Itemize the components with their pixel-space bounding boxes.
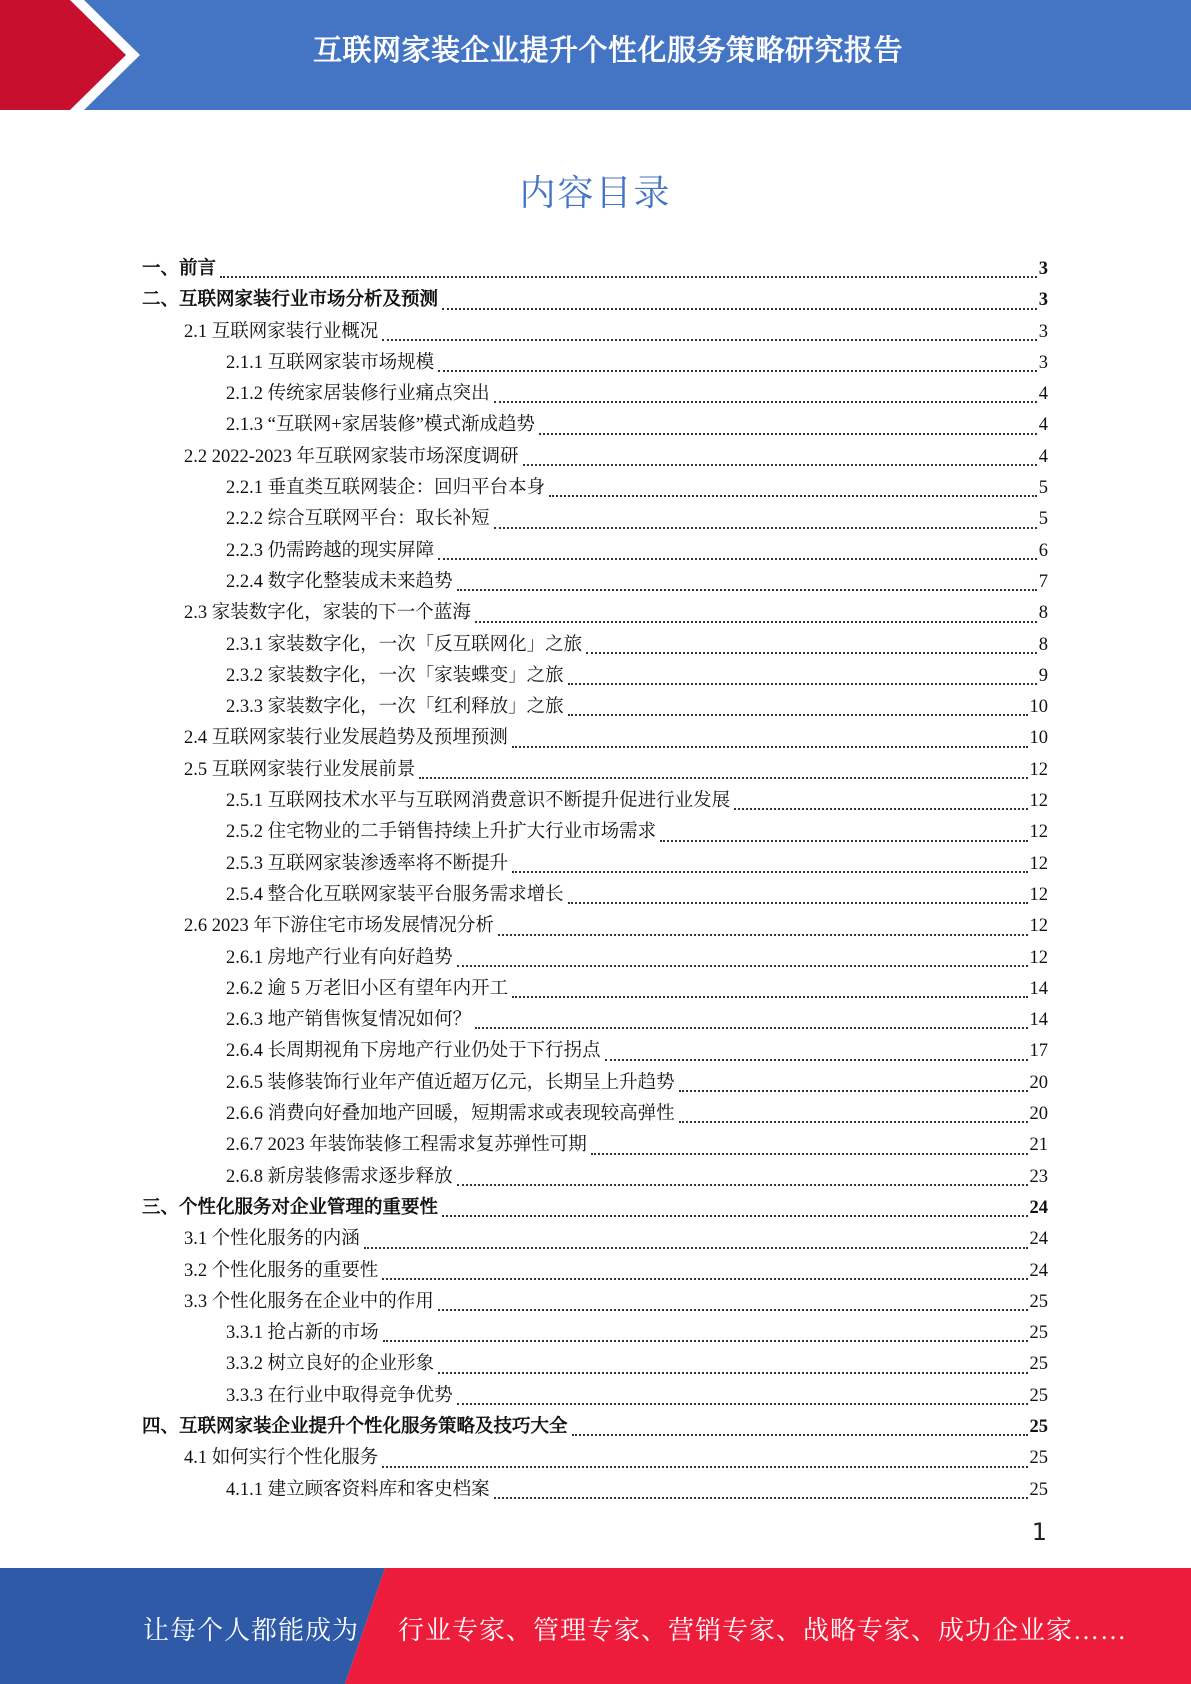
toc-entry-title: 2.6.4 长周期视角下房地产行业仍处于下行拐点 — [226, 1041, 601, 1062]
toc-entry-title: 2.6.6 消费向好叠加地产回暖，短期需求或表现较高弹性 — [226, 1104, 675, 1125]
toc-dot-leader — [494, 1497, 1028, 1499]
toc-entry[interactable] — [142, 817, 1048, 848]
toc-entry-title: 2.1.1 互联网家装市场规模 — [226, 352, 435, 373]
toc-dot-leader — [220, 276, 1037, 278]
report-title: 互联网家装企业提升个性化服务策略研究报告 — [312, 33, 903, 67]
toc-entry[interactable] — [142, 1099, 1048, 1130]
toc-dot-leader — [539, 433, 1037, 435]
toc-dot-leader — [419, 777, 1027, 779]
toc-entry[interactable] — [142, 1349, 1048, 1380]
toc-entry-page: 3 — [1038, 321, 1048, 342]
toc-entry-title: 2.6.7 2023 年装饰装修工程需求复苏弹性可期 — [226, 1135, 587, 1156]
toc-entry-page: 5 — [1038, 478, 1048, 499]
toc-entry-title: 2.1.3 “互联网+家居装修”模式渐成趋势 — [226, 415, 535, 436]
toc-dot-leader — [382, 1278, 1027, 1280]
toc-dot-leader — [457, 965, 1028, 967]
toc-entry-page: 5 — [1038, 509, 1048, 530]
toc-entry[interactable] — [142, 536, 1048, 567]
toc-entry-page: 20 — [1029, 1104, 1048, 1125]
toc-dot-leader — [568, 902, 1028, 904]
toc-entry[interactable] — [142, 379, 1048, 410]
toc-entry[interactable] — [142, 598, 1048, 629]
toc-entry-page: 12 — [1029, 791, 1048, 812]
toc-entry[interactable] — [142, 254, 1048, 285]
toc-entry-title: 2.6 2023 年下游住宅市场发展情况分析 — [184, 916, 494, 937]
toc-dot-leader — [523, 464, 1037, 466]
toc-entry-page: 3 — [1038, 290, 1048, 311]
toc-dot-leader — [364, 1247, 1028, 1249]
toc-entry[interactable] — [142, 786, 1048, 817]
footer-slogan-right: 行业专家、管理专家、营销专家、战略专家、成功企业家…… — [398, 1616, 1128, 1645]
toc-dot-leader — [383, 1340, 1028, 1342]
toc-entry-title: 四、互联网家装企业提升个性化服务策略及技巧大全 — [142, 1416, 568, 1437]
toc-entry-page: 25 — [1029, 1291, 1048, 1312]
toc-entry-title: 3.1 个性化服务的内涵 — [184, 1229, 360, 1250]
toc-entry-page: 25 — [1029, 1416, 1048, 1437]
footer-slogan-left: 让每个人都能成为 — [143, 1616, 360, 1645]
toc-dot-leader — [679, 1121, 1028, 1123]
toc-entry-title: 2.2.4 数字化整装成未来趋势 — [226, 571, 453, 592]
table-of-contents — [142, 254, 1048, 1506]
toc-entry-title: 3.3.3 在行业中取得竞争优势 — [226, 1385, 453, 1406]
toc-entry-page: 12 — [1029, 853, 1048, 874]
toc-dot-leader — [438, 370, 1037, 372]
toc-entry-title: 2.6.8 新房装修需求逐步释放 — [226, 1166, 453, 1187]
toc-entry-title: 2.5.1 互联网技术水平与互联网消费意识不断提升促进行业发展 — [226, 791, 731, 812]
toc-entry-title: 3.3.1 抢占新的市场 — [226, 1323, 379, 1344]
toc-entry[interactable] — [142, 1381, 1048, 1412]
toc-entry-page: 6 — [1038, 540, 1048, 561]
toc-entry-title: 4.1.1 建立顾客资料库和客史档案 — [226, 1479, 490, 1500]
toc-entry-title: 3.2 个性化服务的重要性 — [184, 1260, 379, 1281]
page-number: 1 — [1031, 1518, 1047, 1546]
toc-entry[interactable] — [142, 1287, 1048, 1318]
toc-entry-page: 25 — [1029, 1354, 1048, 1375]
toc-entry-title: 2.5 互联网家装行业发展前景 — [184, 759, 416, 780]
toc-dot-leader — [512, 996, 1027, 998]
toc-entry-title: 2.2.1 垂直类互联网装企：回归平台本身 — [226, 478, 546, 499]
toc-entry-title: 2.5.4 整合化互联网家装平台服务需求增长 — [226, 884, 564, 905]
toc-entry[interactable] — [142, 943, 1048, 974]
toc-dot-leader — [442, 308, 1037, 310]
toc-entry-page: 8 — [1038, 634, 1048, 655]
toc-entry-title: 一、前言 — [142, 259, 217, 279]
toc-dot-leader — [475, 1027, 1027, 1029]
toc-dot-leader — [438, 558, 1037, 560]
toc-dot-leader — [679, 1090, 1028, 1092]
toc-entry-title: 三、个性化服务对企业管理的重要性 — [142, 1197, 439, 1218]
toc-entry[interactable] — [142, 567, 1048, 598]
toc-entry-page: 25 — [1029, 1323, 1048, 1344]
toc-entry-title: 2.2.3 仍需跨越的现实屏障 — [226, 540, 435, 561]
toc-entry[interactable] — [142, 630, 1048, 661]
toc-entry[interactable] — [142, 1036, 1048, 1067]
toc-entry[interactable] — [142, 410, 1048, 441]
toc-dot-leader — [568, 683, 1037, 685]
toc-entry[interactable] — [142, 285, 1048, 316]
toc-dot-leader — [457, 1184, 1028, 1186]
toc-entry[interactable] — [142, 1412, 1048, 1443]
toc-entry-page: 10 — [1029, 728, 1048, 749]
toc-entry-title: 4.1 如何实行个性化服务 — [184, 1448, 379, 1469]
toc-dot-leader — [568, 714, 1028, 716]
toc-entry-page: 9 — [1038, 665, 1048, 686]
toc-entry[interactable] — [142, 880, 1048, 911]
toc-dot-leader — [660, 840, 1027, 842]
toc-entry[interactable] — [142, 723, 1048, 754]
toc-entry[interactable] — [142, 849, 1048, 880]
toc-entry[interactable] — [142, 1318, 1048, 1349]
toc-entry-title: 2.5.3 互联网家装渗透率将不断提升 — [226, 853, 509, 874]
footer-band — [0, 1568, 1191, 1684]
toc-entry-title: 3.3 个性化服务在企业中的作用 — [184, 1291, 434, 1312]
toc-entry-title: 2.6.3 地产销售恢复情况如何？ — [226, 1010, 472, 1031]
toc-entry-page: 12 — [1029, 822, 1048, 843]
toc-entry-title: 2.3.3 家装数字化，一次「红利释放」之旅 — [226, 697, 564, 718]
toc-entry[interactable] — [142, 348, 1048, 379]
toc-entry-page: 4 — [1038, 415, 1048, 436]
toc-entry-title: 2.3.2 家装数字化，一次「家装蝶变」之旅 — [226, 665, 564, 686]
toc-dot-leader — [605, 1059, 1028, 1061]
toc-entry[interactable] — [142, 1005, 1048, 1036]
toc-entry[interactable] — [142, 1068, 1048, 1099]
toc-dot-leader — [475, 621, 1037, 623]
toc-entry[interactable] — [142, 1193, 1048, 1224]
toc-entry-title: 2.1 互联网家装行业概况 — [184, 321, 379, 342]
toc-entry[interactable] — [142, 755, 1048, 786]
toc-entry-page: 8 — [1038, 603, 1048, 624]
toc-dot-leader — [438, 1309, 1028, 1311]
toc-entry-page: 20 — [1029, 1072, 1048, 1093]
toc-entry-page: 3 — [1038, 259, 1048, 279]
toc-entry[interactable] — [142, 473, 1048, 504]
toc-entry-page: 23 — [1029, 1166, 1048, 1187]
toc-entry[interactable] — [142, 661, 1048, 692]
toc-entry-page: 14 — [1029, 978, 1048, 999]
toc-dot-leader — [457, 1403, 1028, 1405]
toc-entry-page: 17 — [1029, 1041, 1048, 1062]
toc-entry-page: 12 — [1029, 947, 1048, 968]
toc-entry-page: 25 — [1029, 1385, 1048, 1406]
toc-entry[interactable] — [142, 504, 1048, 535]
toc-dot-leader — [494, 401, 1037, 403]
toc-dot-leader — [591, 1153, 1028, 1155]
toc-entry-page: 4 — [1038, 446, 1048, 467]
toc-dot-leader — [586, 652, 1037, 654]
toc-entry[interactable] — [142, 692, 1048, 723]
toc-entry-title: 2.5.2 住宅物业的二手销售持续上升扩大行业市场需求 — [226, 822, 657, 843]
toc-entry-title: 二、互联网家装行业市场分析及预测 — [142, 290, 439, 311]
toc-dot-leader — [512, 871, 1027, 873]
header-band — [0, 0, 1191, 110]
toc-entry[interactable] — [142, 1256, 1048, 1287]
toc-entry-page: 25 — [1029, 1479, 1048, 1500]
toc-dot-leader — [457, 589, 1037, 591]
toc-dot-leader — [382, 1466, 1027, 1468]
toc-entry-page: 25 — [1029, 1448, 1048, 1469]
toc-entry-page: 4 — [1038, 384, 1048, 405]
toc-entry-page: 12 — [1029, 916, 1048, 937]
toc-entry[interactable] — [142, 1224, 1048, 1255]
toc-dot-leader — [438, 1372, 1027, 1374]
toc-entry-title: 2.3 家装数字化，家装的下一个蓝海 — [184, 603, 471, 624]
toc-entry-page: 24 — [1029, 1260, 1048, 1281]
toc-entry-title: 2.2 2022-2023 年互联网家装市场深度调研 — [184, 446, 519, 467]
toc-entry-page: 21 — [1029, 1135, 1048, 1156]
toc-entry-page: 24 — [1029, 1229, 1048, 1250]
toc-entry-title: 2.6.1 房地产行业有向好趋势 — [226, 947, 453, 968]
toc-entry[interactable] — [142, 317, 1048, 348]
toc-entry[interactable] — [142, 1130, 1048, 1161]
toc-dot-leader — [572, 1434, 1028, 1436]
toc-dot-leader — [494, 527, 1037, 529]
toc-entry[interactable] — [142, 974, 1048, 1005]
toc-entry-title: 2.2.2 综合互联网平台：取长补短 — [226, 509, 490, 530]
toc-entry-page: 24 — [1029, 1197, 1048, 1218]
toc-entry-title: 3.3.2 树立良好的企业形象 — [226, 1354, 435, 1375]
toc-dot-leader — [512, 746, 1028, 748]
toc-entry-title: 2.4 互联网家装行业发展趋势及预埋预测 — [184, 728, 508, 749]
toc-dot-leader — [382, 339, 1036, 341]
toc-dot-leader — [549, 495, 1037, 497]
toc-entry[interactable] — [142, 1475, 1048, 1506]
toc-dot-leader — [442, 1215, 1027, 1217]
toc-entry-page: 12 — [1029, 884, 1048, 905]
toc-entry-title: 2.6.2 逾 5 万老旧小区有望年内开工 — [226, 978, 509, 999]
toc-entry[interactable] — [142, 911, 1048, 942]
toc-entry[interactable] — [142, 442, 1048, 473]
toc-title: 内容目录 — [519, 173, 672, 214]
toc-entry[interactable] — [142, 1443, 1048, 1474]
toc-entry[interactable] — [142, 1162, 1048, 1193]
toc-entry-title: 2.6.5 装修装饰行业年产值近超万亿元，长期呈上升趋势 — [226, 1072, 675, 1093]
toc-dot-leader — [498, 934, 1028, 936]
toc-entry-page: 10 — [1029, 697, 1048, 718]
toc-dot-leader — [734, 808, 1027, 810]
toc-entry-page: 7 — [1038, 571, 1048, 592]
toc-entry-page: 3 — [1038, 352, 1048, 373]
toc-entry-title: 2.3.1 家装数字化，一次「反互联网化」之旅 — [226, 634, 583, 655]
toc-entry-title: 2.1.2 传统家居装修行业痛点突出 — [226, 384, 490, 405]
toc-entry-page: 12 — [1029, 759, 1048, 780]
toc-entry-page: 14 — [1029, 1010, 1048, 1031]
